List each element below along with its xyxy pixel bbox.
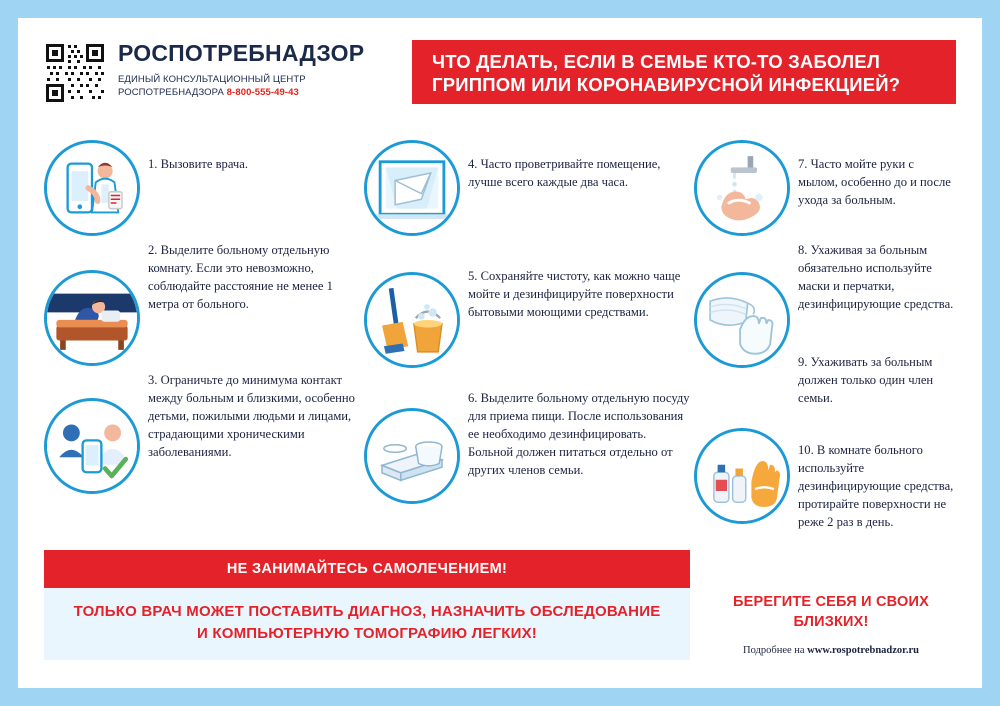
more-info bbox=[706, 645, 956, 656]
separate-dishes-icon bbox=[364, 408, 460, 504]
title-banner bbox=[412, 40, 956, 104]
doctor-diagnosis-line2: И КОМПЬЮТЕРНУЮ ТОМОГРАФИЮ ЛЕГКИХ! bbox=[197, 624, 537, 642]
care-slogan-line1: БЕРЕГИТЕ СЕБЯ И СВОИХ bbox=[733, 594, 929, 611]
more-info-prefix: Подробнее на bbox=[742, 644, 808, 656]
hotline-phone: 8-800-555-49-43 bbox=[226, 86, 299, 98]
column-3 bbox=[694, 140, 956, 540]
doctor-diagnosis-note bbox=[44, 588, 690, 660]
advice-text-7: 7. Часто мойте руки с мылом, особенно до и после ухода за больным. bbox=[798, 157, 951, 207]
self-treatment-warning: НЕ ЗАНИМАЙТЕСЬ САМОЛЕЧЕНИЕМ! bbox=[44, 550, 690, 588]
more-info-site[interactable]: www.rospotrebnadzor.ru bbox=[807, 644, 919, 656]
advice-text-9: 9. Ухаживать за больным должен только один член семьи. bbox=[798, 355, 934, 405]
poster-sheet bbox=[18, 18, 982, 688]
wash-hands-icon bbox=[694, 140, 790, 236]
advice-text-5: 5. Сохраняйте чистоту, как можно чаще мойте и дезинфицируйте поверхности бытовыми моющими средствами. bbox=[468, 269, 681, 319]
advice-text-4: 4. Часто проветривайте помещение, лучше всего каждые два часа. bbox=[468, 157, 661, 189]
care-slogan-line2: БЛИЗКИХ! bbox=[793, 613, 869, 630]
column-3-text bbox=[798, 140, 956, 540]
footer-left bbox=[44, 550, 690, 660]
footer-right bbox=[706, 550, 956, 660]
title-line-2: ГРИППОМ ИЛИ КОРОНАВИРУСНОЙ ИНФЕКЦИЕЙ? bbox=[432, 74, 901, 95]
brand-title: РОСПОТРЕБНАДЗОР bbox=[118, 40, 365, 66]
advice-text-1: 1. Вызовите врача. bbox=[148, 157, 248, 171]
brand-block bbox=[44, 40, 394, 104]
doctor-diagnosis-line1: ТОЛЬКО ВРАЧ МОЖЕТ ПОСТАВИТЬ ДИАГНОЗ, НАЗНАЧИТЬ ОБСЛЕДОВАНИЕ bbox=[73, 603, 661, 620]
column-1-icons bbox=[44, 140, 140, 540]
limit-contact-icon bbox=[44, 398, 140, 494]
brand-subtitle-line2 bbox=[118, 87, 364, 100]
qr-code-icon bbox=[44, 42, 106, 104]
brand-text bbox=[118, 40, 364, 100]
header bbox=[44, 40, 956, 126]
column-2-icons bbox=[364, 140, 460, 540]
brand-subtitle-org: РОСПОТРЕБНАДЗОРА bbox=[118, 86, 224, 98]
footer bbox=[44, 550, 956, 660]
disinfectants-icon bbox=[694, 428, 790, 524]
advice-text-6: 6. Выделите больному отдельную посуду для приема пищи. После использования ее необходимо дезинфицировать. Больной должен питаться отдельно от других членов семьи. bbox=[468, 391, 690, 477]
advice-text-8: 8. Ухаживая за больным обязательно используйте маски и перчатки, дезинфицирующие средства. bbox=[798, 243, 954, 311]
column-1 bbox=[44, 140, 364, 540]
column-1-text bbox=[148, 140, 364, 540]
column-2 bbox=[364, 140, 694, 540]
brand-subtitle-line1: ЕДИНЫЙ КОНСУЛЬТАЦИОННЫЙ ЦЕНТР bbox=[118, 74, 306, 85]
cleaning-bucket-icon bbox=[364, 272, 460, 368]
separate-room-icon bbox=[44, 270, 140, 366]
title-line-1: ЧТО ДЕЛАТЬ, ЕСЛИ В СЕМЬЕ КТО-ТО ЗАБОЛЕЛ bbox=[432, 50, 881, 72]
mask-gloves-icon bbox=[694, 272, 790, 368]
column-3-icons bbox=[694, 140, 790, 540]
brand-subtitle bbox=[118, 74, 364, 100]
doctor-phone-icon bbox=[44, 140, 140, 236]
column-2-text bbox=[468, 140, 694, 540]
advice-text-2: 2. Выделите больному отдельную комнату. Если это невозможно, соблюдайте расстояние не менее 1 метра от больного. bbox=[148, 243, 333, 311]
advice-text-10: 10. В комнате больного используйте дезинфицирующие средства, протирайте поверхности не реже 2 раз в день. bbox=[798, 443, 954, 529]
advice-columns bbox=[44, 140, 956, 540]
open-window-icon bbox=[364, 140, 460, 236]
advice-text-3: 3. Ограничьте до минимума контакт между больным и близкими, особенно детьми, пожилыми людьми и лицами, страдающими хроническими заболеваниями. bbox=[148, 373, 355, 459]
